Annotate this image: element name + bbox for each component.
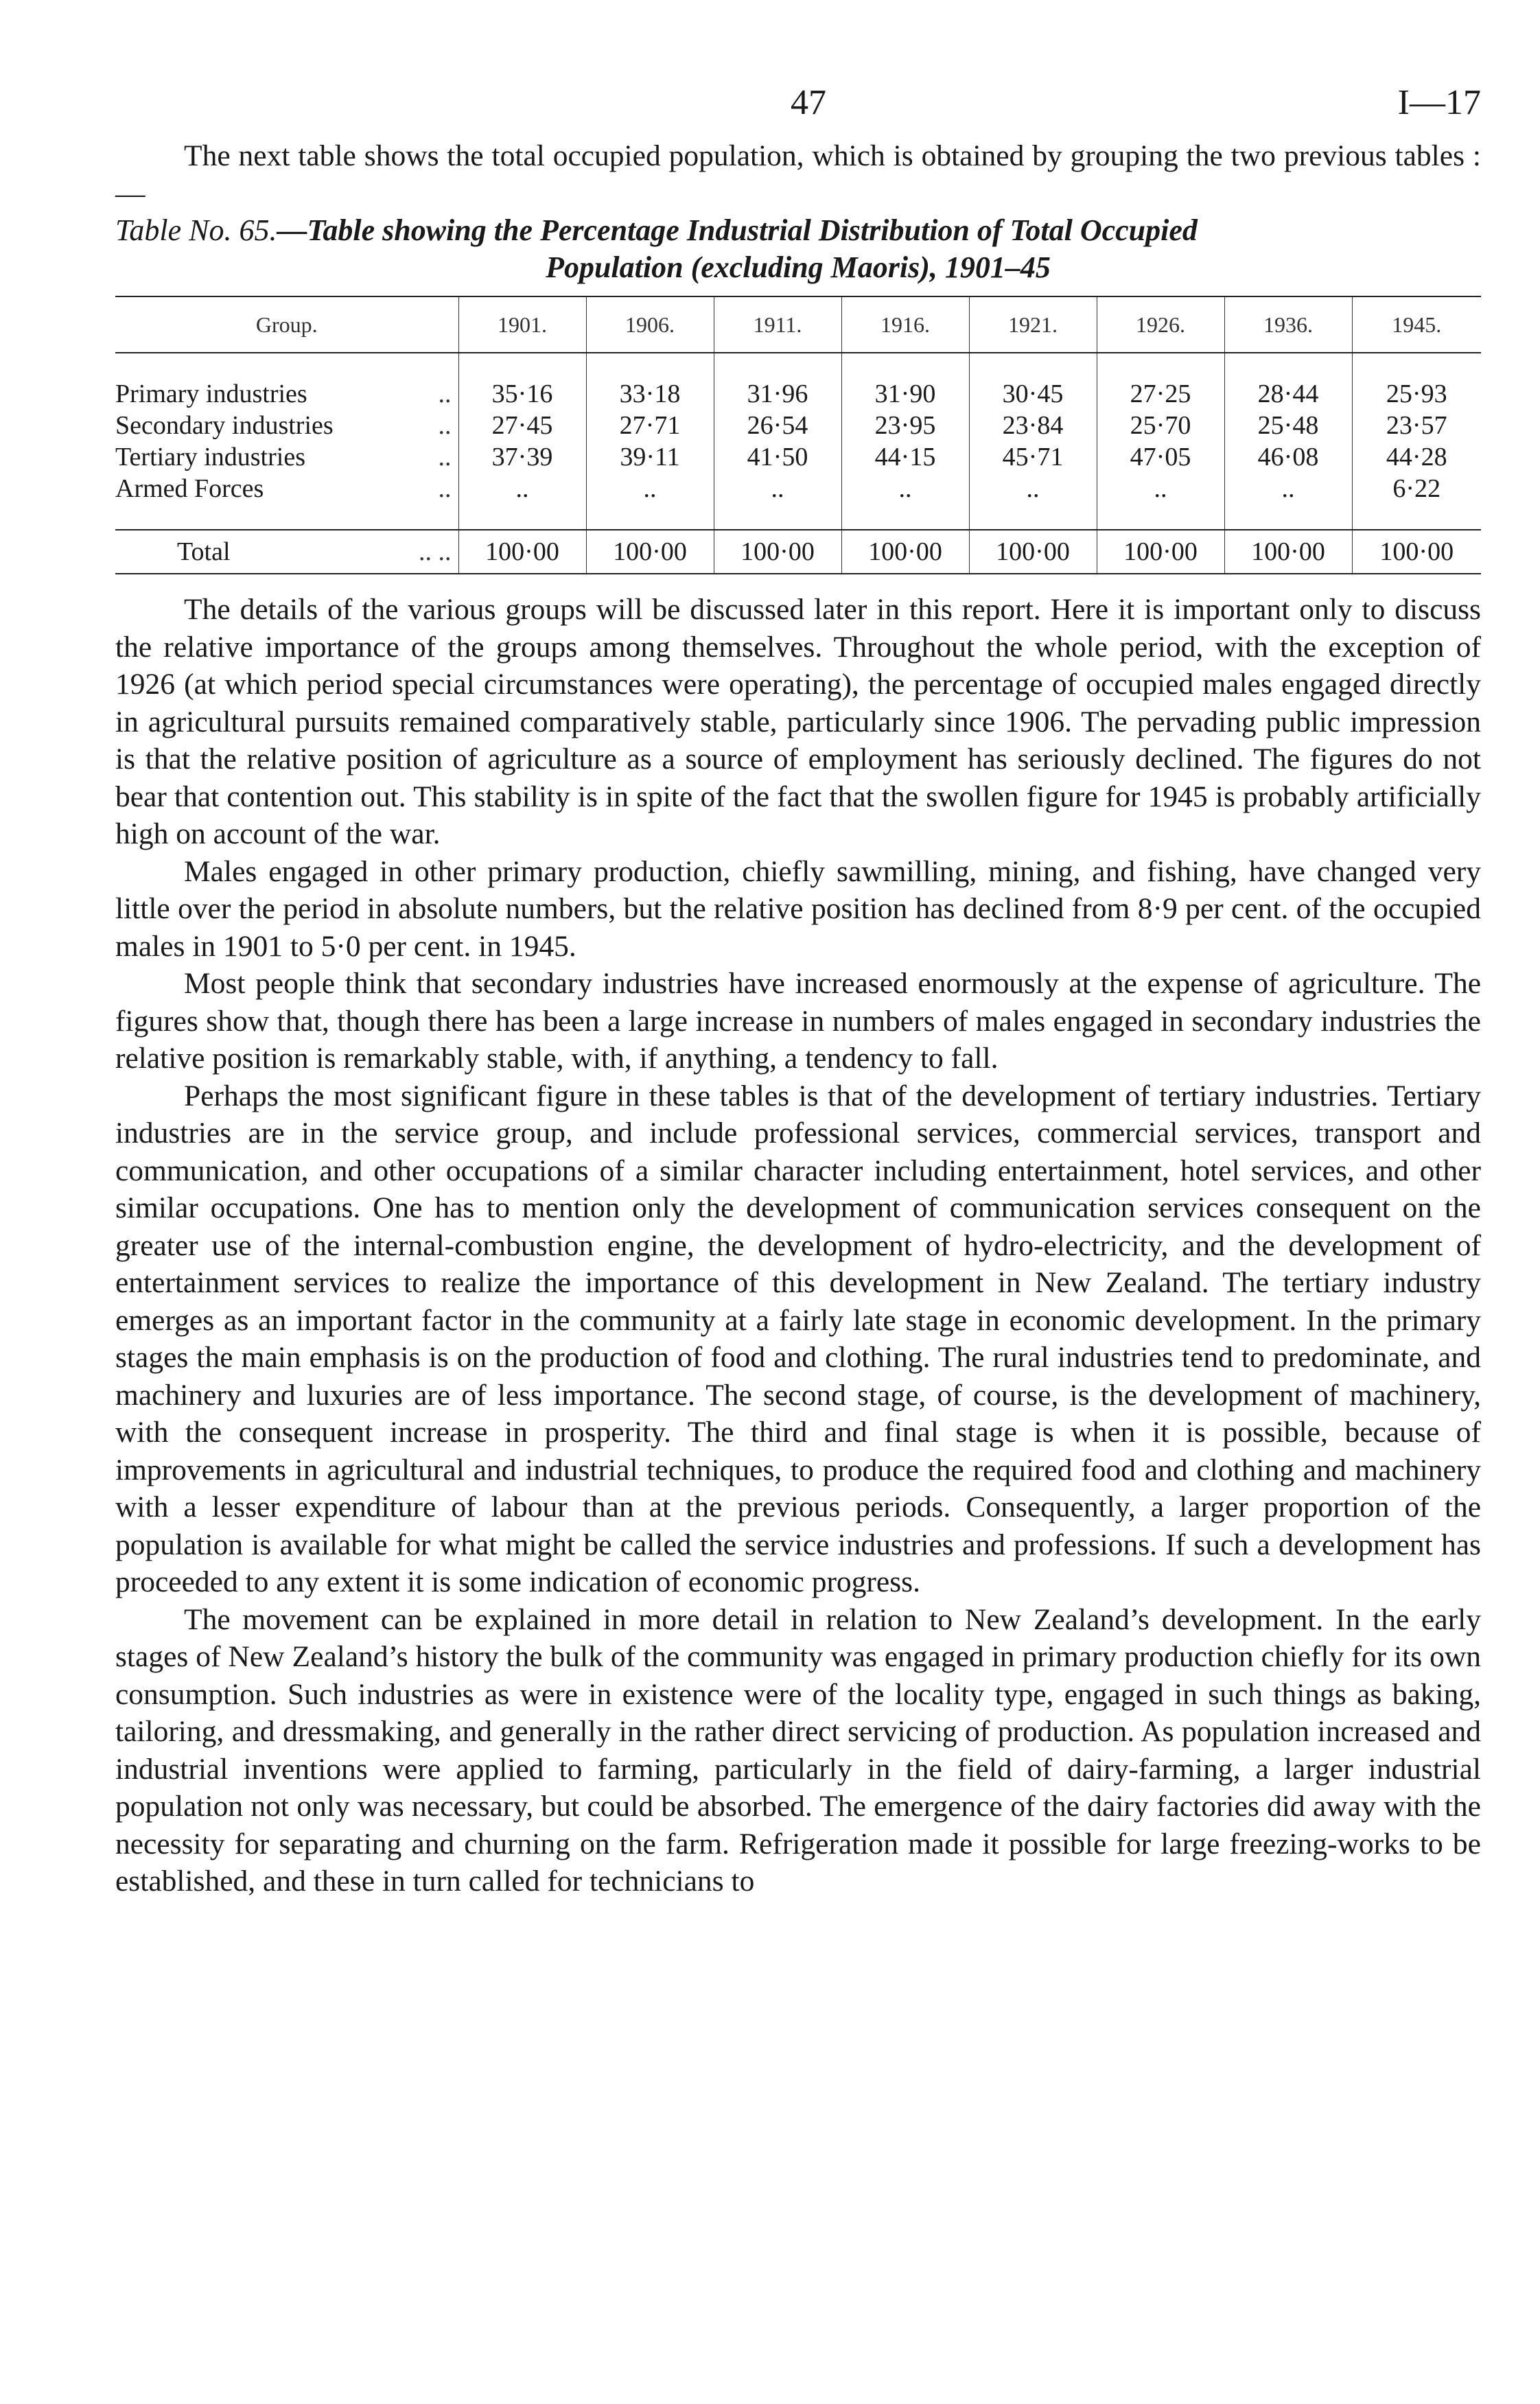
table-header-row <box>115 296 1481 353</box>
row-label: Secondary industries .. <box>115 411 452 440</box>
table-cell: 100·00 <box>841 530 969 574</box>
paragraph: The movement can be explained in more detail in relation to New Zealand’s development. In the early stages of New Zealand’s history the bulk of the community was engaged in primary production chiefly for its own consumption. Such industries as were in existence were of the locality type, engaged in such things as baking, tailoring, and dressmaking, and generally in the rather direct servicing of production. As population increased and industrial inventions were applied to farming, particularly in the field of dairy-farming, a larger industrial population not only was necessary, but could be absorbed. The emergence of the dairy factories did away with the necessity for separating and churning on the farm. Refrigeration made it possible for large freezing-works to be established, and these in turn called for technicians to <box>115 1602 1481 1898</box>
column-header: 1911. <box>714 296 841 353</box>
table-cell: 27·45 <box>458 410 586 441</box>
document-page <box>115 82 1481 1900</box>
table-cell: 44·15 <box>841 441 969 473</box>
table-total-row <box>115 530 1481 574</box>
intro-paragraph: The next table shows the total occupied population, which is obtained by grouping the two previous tables :— <box>115 139 1481 210</box>
table-cell: 23·95 <box>841 410 969 441</box>
table-cell: 46·08 <box>1224 441 1352 473</box>
column-header: 1945. <box>1352 296 1481 353</box>
table-caption <box>115 212 1481 286</box>
table-cell: 27·71 <box>586 410 714 441</box>
table-cell: 25·93 <box>1352 378 1481 410</box>
table-row <box>115 441 1481 473</box>
table-cell: .. <box>586 473 714 504</box>
table-cell: 39·11 <box>586 441 714 473</box>
row-label: Armed Forces .. <box>115 474 452 503</box>
table-cell: 100·00 <box>458 530 586 574</box>
page-number: 47 <box>791 83 826 122</box>
table-title-line1: —Table showing the Percentage Industrial Distribution of Total Occupied <box>277 213 1198 247</box>
table-cell: 25·70 <box>1097 410 1224 441</box>
column-header: 1906. <box>586 296 714 353</box>
table-cell: 31·96 <box>714 378 841 410</box>
table-cell: 28·44 <box>1224 378 1352 410</box>
table-cell: 45·71 <box>969 441 1097 473</box>
table-cell: 47·05 <box>1097 441 1224 473</box>
table-cell: .. <box>1097 473 1224 504</box>
document-reference: I—17 <box>1397 83 1481 122</box>
column-header: Group. <box>115 296 458 353</box>
table-cell: 100·00 <box>586 530 714 574</box>
table-title-line2: Population (excluding Maoris), 1901–45 <box>546 250 1051 284</box>
table-cell: 6·22 <box>1352 473 1481 504</box>
table-cell: 100·00 <box>969 530 1097 574</box>
table-cell: 30·45 <box>969 378 1097 410</box>
distribution-table <box>115 296 1481 574</box>
column-header: 1936. <box>1224 296 1352 353</box>
column-header: 1926. <box>1097 296 1224 353</box>
table-cell: .. <box>714 473 841 504</box>
table-cell: 26·54 <box>714 410 841 441</box>
table-cell: 25·48 <box>1224 410 1352 441</box>
paragraph: Males engaged in other primary production, chiefly sawmilling, mining, and fishing, have changed very little over the period in absolute numbers, but the relative position has declined from 8·9 per cent. of the occupied males in 1901 to 5·0 per cent. in 1945. <box>115 854 1481 963</box>
table-cell: .. <box>841 473 969 504</box>
table-row <box>115 378 1481 410</box>
table-cell: 100·00 <box>1224 530 1352 574</box>
paragraph: Most people think that secondary industries have increased enormously at the expense of agriculture. The figures show that, though there has been a large increase in numbers of males engaged in secondary industries the relative position is remarkably stable, with, if anything, a tendency to fall. <box>115 967 1481 1075</box>
table-cell: .. <box>458 473 586 504</box>
column-header: 1901. <box>458 296 586 353</box>
table-cell: 100·00 <box>1352 530 1481 574</box>
table-cell: .. <box>969 473 1097 504</box>
table-cell: 31·90 <box>841 378 969 410</box>
table-cell: 41·50 <box>714 441 841 473</box>
paragraph: Perhaps the most significant figure in these tables is that of the development of tertiary industries. Tertiary industries are in the service group, and include professional services, commercial services, transport and communication, and other occupations of a similar character including entertainment, hotel services, and other similar occupations. One has to mention only the development of communication services consequent on the greater use of the internal-combustion engine, the development of hydro-electricity, and the development of entertainment services to realize the importance of this development in New Zealand. The tertiary industry emerges as an important factor in the community at a fairly late stage in economic development. In the primary stages the main emphasis is on the production of food and clothing. The rural industries tend to predominate, and machinery and luxuries are of less importance. The second stage, of course, is the development of machinery, with the consequent increase in prosperity. The third and final stage is when it is possible, because of improvements in agricultural and industrial techniques, to produce the required food and clothing and machinery with a lesser expenditure of labour than at the previous periods. Consequently, a larger proportion of the population is available for what might be called the service industries and professions. If such a development has proceeded to any extent it is some indication of economic progress. <box>115 1079 1481 1598</box>
table-cell: 33·18 <box>586 378 714 410</box>
table-cell: 100·00 <box>714 530 841 574</box>
paragraph: The details of the various groups will be discussed later in this report. Here it is important only to discuss the relative importance of the groups among themselves. Throughout the whole period, with the exception of 1926 (at which period special circumstances were operating), the percentage of occupied males engaged directly in agricultural pursuits remained comparatively stable, particularly since 1906. The pervading public impression is that the relative position of agriculture as a source of employment has seriously declined. The figures do not bear that contention out. This stability is in spite of the fact that the swollen figure for 1945 is probably artificially high on account of the war. <box>115 593 1481 850</box>
column-header: 1916. <box>841 296 969 353</box>
table-cell: 44·28 <box>1352 441 1481 473</box>
page-header <box>115 82 1481 137</box>
table-cell: 23·84 <box>969 410 1097 441</box>
table-cell: 27·25 <box>1097 378 1224 410</box>
row-label: Tertiary industries .. <box>115 443 452 471</box>
table-cell: 37·39 <box>458 441 586 473</box>
total-label: Total .. .. <box>115 530 458 574</box>
column-header: 1921. <box>969 296 1097 353</box>
table-number: Table No. 65. <box>115 213 277 247</box>
table-cell: 100·00 <box>1097 530 1224 574</box>
table-cell: .. <box>1224 473 1352 504</box>
table-cell: 23·57 <box>1352 410 1481 441</box>
row-label: Primary industries .. <box>115 380 452 408</box>
table-row <box>115 473 1481 504</box>
body-text <box>115 591 1481 1900</box>
table-cell: 35·16 <box>458 378 586 410</box>
table-row <box>115 410 1481 441</box>
